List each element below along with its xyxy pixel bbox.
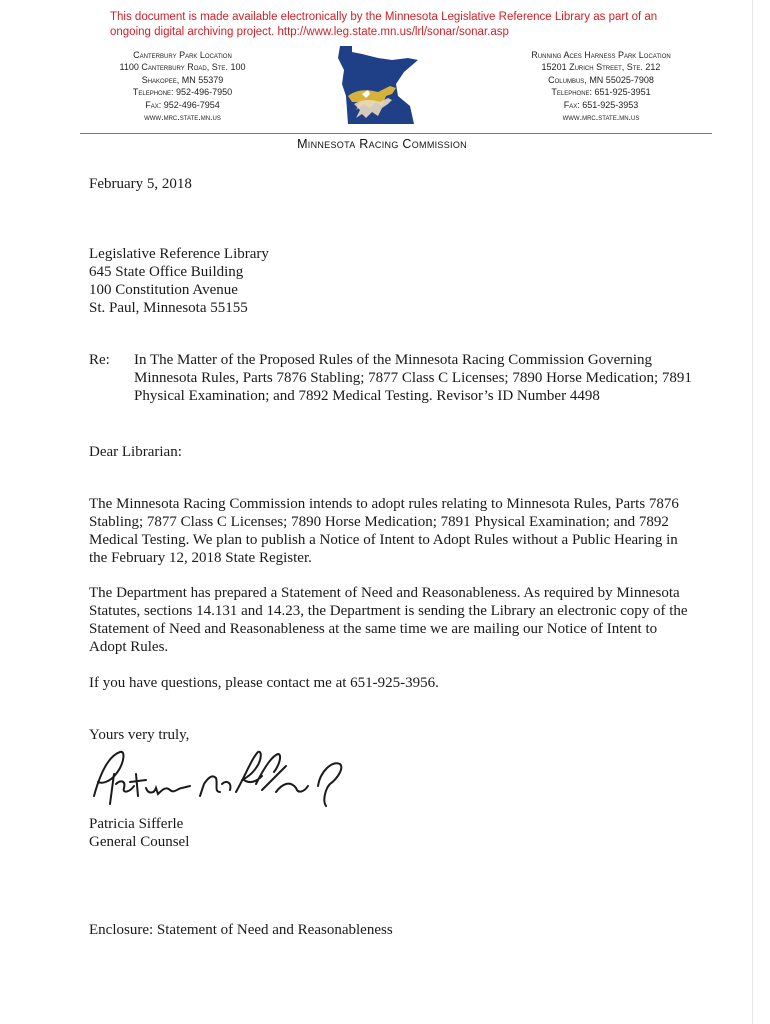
running-aces-website: www.mrc.state.mn.us — [562, 112, 640, 123]
salutation: Dear Librarian: — [89, 444, 182, 460]
canterbury-address-block — [80, 49, 285, 123]
letterhead-divider — [80, 133, 712, 134]
canterbury-city: Shakopee, MN 55379 — [141, 74, 224, 85]
signer-block — [89, 815, 689, 851]
body-paragraph-3: If you have questions, please contact me at 651-925-3956. — [89, 675, 439, 691]
archive-notice-line-1: This document is made available electronically by the Minnesota Legislative Reference Library as part of an — [110, 11, 658, 23]
body-paragraph-2: The Department has prepared a Statement of Need and Reasonableness. As required by Minnesota Statutes, sections 14.131 and 14.23, the Department is sending the Library an electronic copy of the Statement of Need and Reasonableness at the same time we are mailing our Notice of Intent to Adopt Rules. — [89, 585, 688, 655]
recipient-line-1: Legislative Reference Library — [89, 246, 269, 262]
canterbury-telephone: Telephone: 952-496-7950 — [132, 87, 233, 98]
recipient-address — [89, 245, 689, 317]
canterbury-fax: Fax: 952-496-7954 — [145, 99, 220, 110]
scan-edge — [752, 0, 753, 1024]
running-aces-location-name: Running Aces Harness Park Location — [531, 50, 671, 60]
running-aces-telephone: Telephone: 651-925-3951 — [551, 87, 651, 98]
signer-title: General Counsel — [89, 834, 190, 850]
commission-name: Minnesota Racing Commission — [297, 137, 467, 151]
letter-date: February 5, 2018 — [89, 176, 192, 192]
running-aces-address-block — [497, 49, 705, 123]
canterbury-website: www.mrc.state.mn.us — [144, 112, 221, 123]
running-aces-fax: Fax: 651-925-3953 — [563, 99, 639, 110]
subject-label: Re: — [89, 352, 110, 368]
closing: Yours very truly, — [89, 727, 190, 743]
canterbury-location-name: Canterbury Park Location — [133, 50, 232, 60]
running-aces-city: Columbus, MN 55025-7908 — [548, 74, 654, 85]
subject-text: In The Matter of the Proposed Rules of the Minnesota Racing Commission Governing Minnesota Rules, Parts 7876 Stabling; 7877 Class C Licenses; 7890 Horse Medication; 7891 Physical Examination; and 7892 Medical Testing. Revisor’s ID Number 4498 — [134, 352, 692, 404]
enclosure-note: Enclosure: Statement of Need and Reasonableness — [89, 922, 393, 938]
minnesota-horse-logo — [318, 44, 438, 129]
running-aces-street: 15201 Zurich Street, Ste. 212 — [541, 62, 661, 73]
recipient-line-3: 100 Constitution Avenue — [89, 282, 238, 298]
canterbury-street: 1100 Canterbury Road, Ste. 100 — [119, 62, 246, 73]
archive-notice-line-2: ongoing digital archiving project. http://www.leg.state.mn.us/lrl/sonar/sonar.asp — [110, 26, 509, 38]
body-paragraph-1: The Minnesota Racing Commission intends to adopt rules relating to Minnesota Rules, Parts 7876 Stabling; 7877 Class C Licenses; 7890 Horse Medication; 7891 Physical Examination; and 7892 Medical Testing. We plan to publish a Notice of Intent to Adopt Rules without a Public Hearing in the February 12, 2018 State Register. — [89, 496, 679, 566]
signer-name: Patricia Sifferle — [89, 816, 184, 832]
archive-notice — [110, 10, 670, 40]
recipient-line-4: St. Paul, Minnesota 55155 — [89, 300, 248, 316]
recipient-line-2: 645 State Office Building — [89, 264, 244, 280]
handwritten-signature — [86, 744, 356, 812]
